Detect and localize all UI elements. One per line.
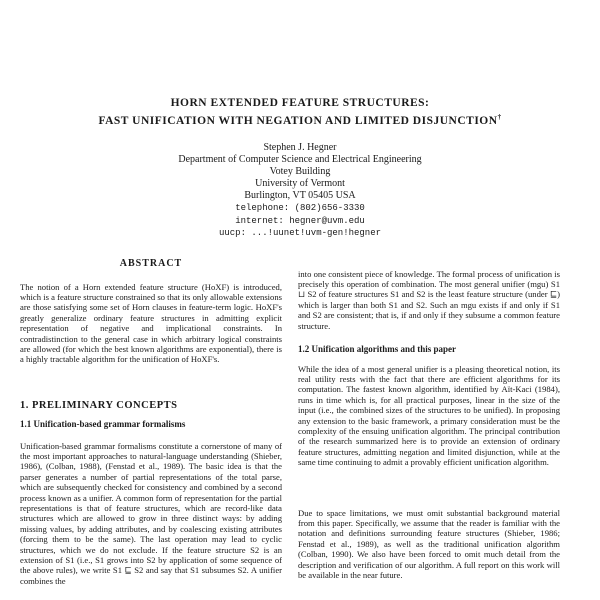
author-block	[100, 142, 500, 239]
author-university: University of Vermont	[255, 178, 345, 190]
subsection-1-2-heading: 1.2 Unification algorithms and this paper	[298, 344, 457, 354]
right-paragraph-1: into one consistent piece of knowledge. The formal process of unification is precisely this operation of combination. The most general unifier (mgu) S1 ⊔ S2 of feature structures S1 and S2 is the least feature structure (under ⊑) which is larger than both S1 and S2. Such an mgu exists if and only if S1 and S2 are consistent; that is, if and only if they subsume a common feature structure.	[298, 268, 560, 331]
subsection-1-1-heading: 1.1 Unification-based grammar formalisms	[20, 419, 186, 429]
author-building: Votey Building	[269, 166, 331, 178]
author-uucp: uucp: ...!uunet!uvm-gen!hegner	[218, 227, 382, 238]
right-paragraph-3: Due to space limitations, we must omit substantial background material from this paper. Specifically, we assume that the reader is familiar with the notation and definitions surrounding feature structures (Shieber, 1986; Fenstad et al., 1989), as well as the traditional unification algorithm (Colban, 1990). We also have been forced to omit much detail from the description and verification of our algorithm. A full report on this work will be available in the near future.	[298, 507, 560, 581]
author-telephone: telephone: (802)656-3330	[235, 203, 365, 214]
author-name: Stephen J. Hegner	[263, 142, 337, 153]
author-department: Department of Computer Science and Electrical Engineering	[178, 154, 422, 166]
abstract-text: The notion of a Horn extended feature structure (HoXF) is introduced, which is a feature structure constrained so that its only allowable extensions are those satisfying some set of Horn clauses in feature-term logic. HoXF's greatly generalize ordinary feature structures in admitting explicit representation of negative and implicational constraints. In contradistinction to the general case in which arbitrary logical constraints are allowed (for which the best known algorithms are exponential), there is a highly tractable algorithm for the unification of HoXF's.	[20, 281, 282, 365]
right-paragraph-2: While the idea of a most general unifier is a pleasing theoretical notion, its real utility rests with the fact that there are efficient algorithms for its computation. The fastest known algorithm, identified by Aït-Kaci (1984), runs in time which is, for all practical purposes, linear in the size of the input (i.e., the combined sizes of the structures to be unified). In proposing any extension to the basic framework, a primary consideration must be the complexity of the ensuing unification algorithm. The principal contribution of the research summarized here is to provide an extension of ordinary feature structures, admitting negation and limited disjunction, while at the same time continuing to admit a provably efficient unification algorithm.	[298, 363, 560, 468]
author-city: Burlington, VT 05405 USA	[244, 190, 356, 202]
title-footnote-mark: †	[497, 113, 502, 121]
section-1-heading: 1. PRELIMINARY CONCEPTS	[20, 400, 178, 411]
paper-title-line-2-text: FAST UNIFICATION WITH NEGATION AND LIMITED DISJUNCTION	[98, 114, 498, 127]
subsection-1-1-text: Unification-based grammar formalisms constitute a cornerstone of many of the most important approaches to natural-language understanding (Shieber, 1986), (Colban, 1988), (Fenstad et al., 1989). The basic idea is that the parser generates a number of partial representations of the total parse, which are subsequently checked for consistency and combined by a second process known as a unifier. A common form of representation for the partial representations is that of feature structures, which are record-like data structures which are allowed to grow in three distinct ways: by adding missing values, by adding attributes, and by coalescing existing attributes (forcing them to be the same). The last operation may lead to cyclic structures, which we do not exclude. If the feature structure S2 is an extension of S1 (i.e., S1 grows into S2 by application of some sequence of the above rules), we write S1 ⊑ S2 and say that S1 subsumes S2. A unifier combines the	[20, 440, 282, 586]
paper-title-line-1: HORN EXTENDED FEATURE STRUCTURES:	[170, 97, 430, 109]
abstract-heading: ABSTRACT	[119, 258, 183, 269]
paper-title-line-2	[40, 113, 560, 127]
author-internet: internet: hegner@uvm.edu	[235, 215, 365, 226]
